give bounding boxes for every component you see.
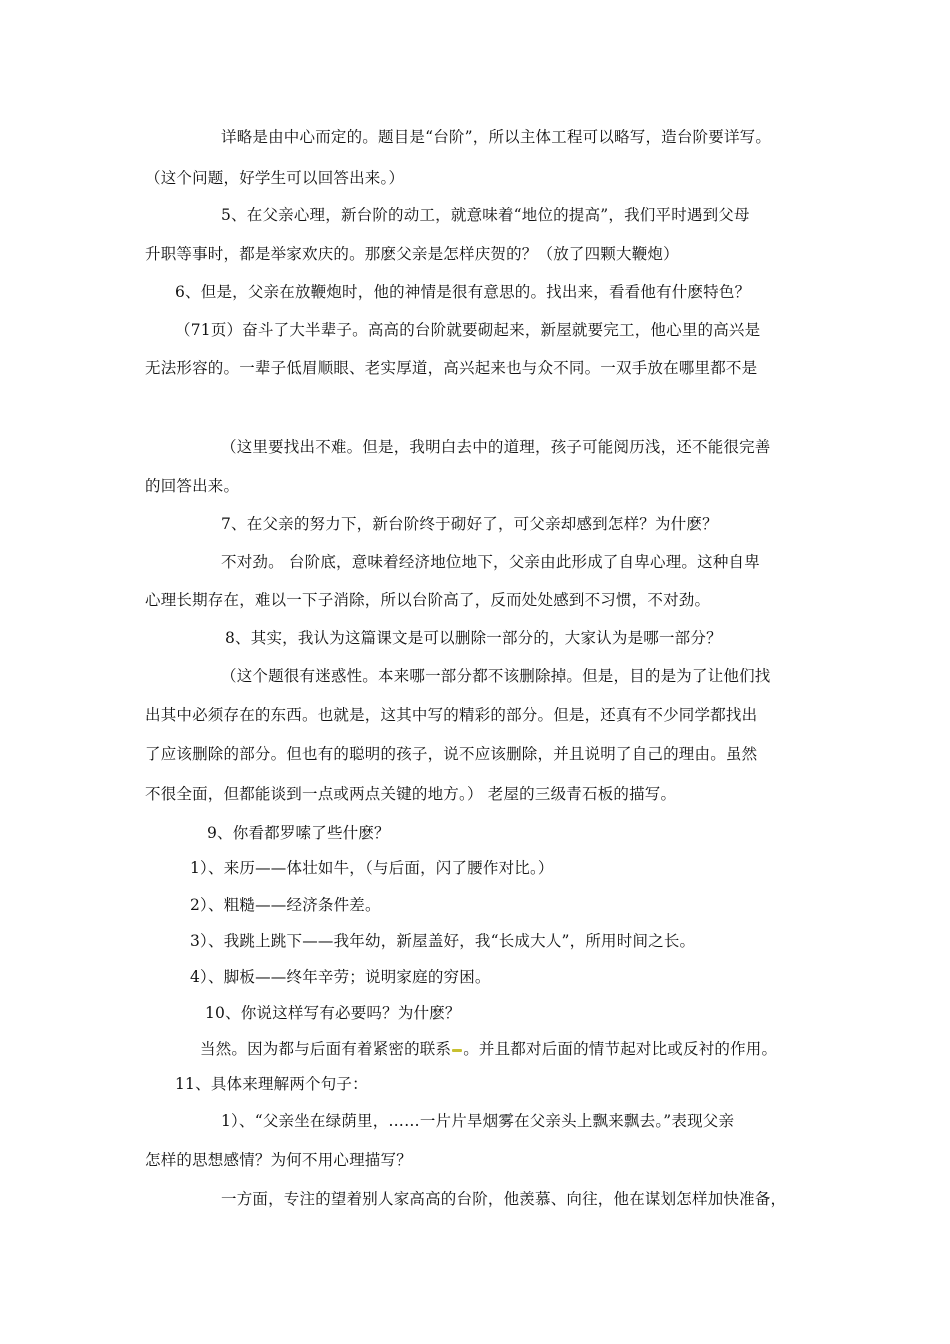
text-line: 1）、来历——体壮如牛，（与后面，闪了腰作对比。） xyxy=(190,859,554,877)
text-span: 当然。因为都与后面有着紧密的联系 xyxy=(200,1040,452,1058)
text-line: 心理长期存在，难以一下子消除，所以台阶高了，反而处处感到不习惯，不对劲。 xyxy=(145,591,711,609)
text-line: 了应该删除的部分。但也有的聪明的孩子，说不应该删除，并且说明了自己的理由。虽然 xyxy=(145,745,758,763)
highlight-mark xyxy=(452,1049,462,1052)
text-line: 7、在父亲的努力下，新台阶终于砌好了，可父亲却感到怎样？为什麽？ xyxy=(221,515,718,533)
text-line: 不很全面，但都能谈到一点或两点关键的地方。） 老屋的三级青石板的描写。 xyxy=(145,785,677,803)
text-line: 3）、我跳上跳下——我年幼，新屋盖好，我“长成大人”，所用时间之长。 xyxy=(190,932,696,950)
text-line: 出其中必须存在的东西。也就是，这其中写的精彩的部分。但是，还真有不少同学都找出 xyxy=(145,706,758,724)
text-line: 一方面，专注的望着别人家高高的台阶，他羡慕、向往，他在谋划怎样加快准备， xyxy=(221,1190,787,1208)
text-span: 。并且都对后面的情节起对比或反衬的作用。 xyxy=(463,1040,778,1058)
text-line: 6、但是，父亲在放鞭炮时，他的神情是很有意思的。找出来，看看他有什麽特色？ xyxy=(175,283,751,301)
text-line: 的回答出来。 xyxy=(145,477,240,495)
text-line: 不对劲。 台阶底，意味着经济地位地下，父亲由此形成了自卑心理。这种自卑 xyxy=(221,553,760,571)
text-line: 2）、粗糙——经济条件差。 xyxy=(190,896,381,914)
text-line: （71页）奋斗了大半辈子。高高的台阶就要砌起来，新屋就要完工，他心里的高兴是 xyxy=(175,321,761,339)
text-line: 升职等事时，都是举家欢庆的。那麽父亲是怎样庆贺的？（放了四颗大鞭炮） xyxy=(145,245,679,263)
text-line: （这里要找出不难。但是，我明白去中的道理，孩子可能阅历浅，还不能很完善 xyxy=(221,438,771,456)
text-line: 无法形容的。一辈子低眉顺眼、老实厚道，高兴起来也与众不同。一双手放在哪里都不是 xyxy=(145,359,758,377)
text-line: 8、其实，我认为这篇课文是可以删除一部分的，大家认为是哪一部分？ xyxy=(225,629,722,647)
text-line: （这个问题，好学生可以回答出来。） xyxy=(145,169,405,187)
text-line: 11、具体来理解两个句子： xyxy=(175,1075,368,1093)
text-line: 9、你看都罗嗦了些什麽？ xyxy=(207,824,390,842)
text-line xyxy=(200,1039,777,1059)
text-line: 10、你说这样写有必要吗？为什麽？ xyxy=(205,1004,461,1022)
text-line: 怎样的思想感情？为何不用心理描写？ xyxy=(145,1151,412,1169)
text-line: 4）、脚板——终年辛劳；说明家庭的穷困。 xyxy=(190,968,491,986)
text-line: 5、在父亲心理，新台阶的动工，就意味着“地位的提高”，我们平时遇到父母 xyxy=(221,206,750,224)
text-line: 详略是由中心而定的。题目是“台阶”，所以主体工程可以略写，造台阶要详写。 xyxy=(221,128,772,146)
text-line: （这个题很有迷惑性。本来哪一部分都不该删除掉。但是，目的是为了让他们找 xyxy=(221,667,771,685)
text-line: 1）、“父亲坐在绿荫里，……一片片旱烟雾在父亲头上飘来飘去。”表现父亲 xyxy=(221,1112,735,1130)
